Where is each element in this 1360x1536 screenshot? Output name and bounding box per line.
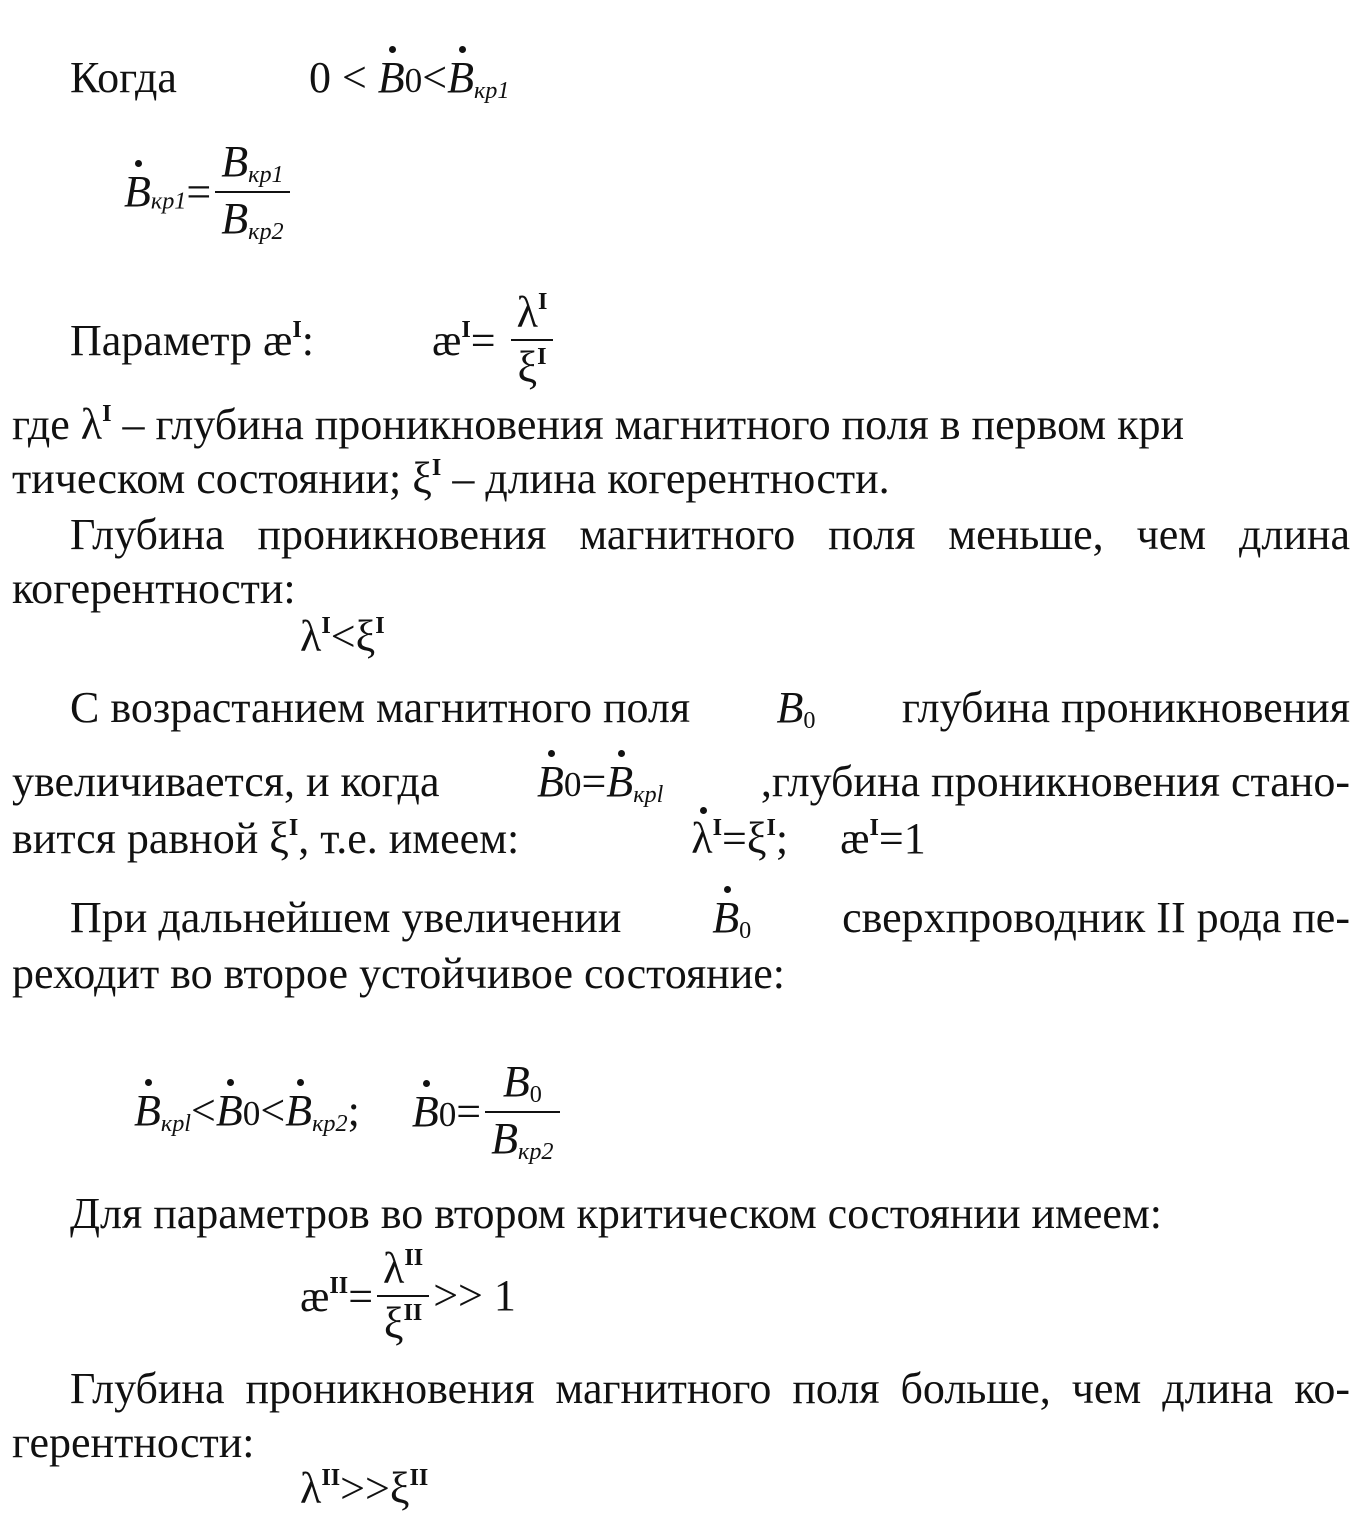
condition-line: Когда $0 < B0<B_{кр1}$	[70, 53, 510, 105]
lambda-gg-xi: $\lambda^{II}>>\xi^{II}$	[300, 1464, 429, 1514]
further-line-2: реходит во второе устойчивое состояние:	[12, 949, 786, 998]
bkp1-dot: B	[447, 53, 474, 102]
lt-sign: <	[341, 53, 367, 102]
depth-less-paragraph: Глубина проникновения магнитного поля меньше, чем длина когерентности:	[12, 510, 1350, 613]
zero: 0	[308, 53, 331, 102]
parameter-line: Параметр $æ^I$: $æ^I=$ $\frac{\lambda^I}{\xi^I}$	[70, 290, 557, 390]
where-line-1: где $\lambda^I$ – глубина проникновения магнитного поля в первом кри	[12, 400, 1185, 450]
ae2-formula: $æ^{II}=$ $\frac{\lambda^{II}}{\xi^{II}}$ >> 1	[300, 1244, 516, 1349]
lambda-less-xi: $\lambda^I<\xi^I$	[300, 612, 385, 662]
second-critical-line: Для параметров во втором критическом состоянии имеем:	[70, 1189, 1163, 1238]
second-state-formula: $B_{крl}<B0<B_{кр2}$; B0= $\frac{B_0}{B_{кр2}}$	[134, 1060, 564, 1165]
further-line-1: При дальнейшем увеличении $B_0$ сверхпроводник II рода пе-	[70, 893, 1350, 945]
depth-more-paragraph: Глубина проникновения магнитного поля больше, чем длина ко-герентности:	[12, 1364, 1350, 1467]
increase-line-1: С возрастанием магнитного поля $B_0$ глубина проникновения	[70, 683, 1350, 735]
b0-dot: B	[377, 53, 405, 102]
bkp1-definition: $B_{кр1}=$ $\frac{B_{кр1}}{B_{кр2}}$	[124, 140, 294, 245]
where-line-2: тическом состоянии; $\xi^I$ – длина когерентности.	[12, 454, 890, 504]
increase-line-3: вится равной $\xi^I$, т.е. имеем: $\lambda^I=\xi^I$; $æ^I=1$	[12, 814, 926, 864]
increase-line-2: увеличивается, и когда $B0=B_{крl}$ ,глубина проникновения стано-	[12, 757, 1350, 809]
kogda-word: Когда	[70, 53, 177, 102]
